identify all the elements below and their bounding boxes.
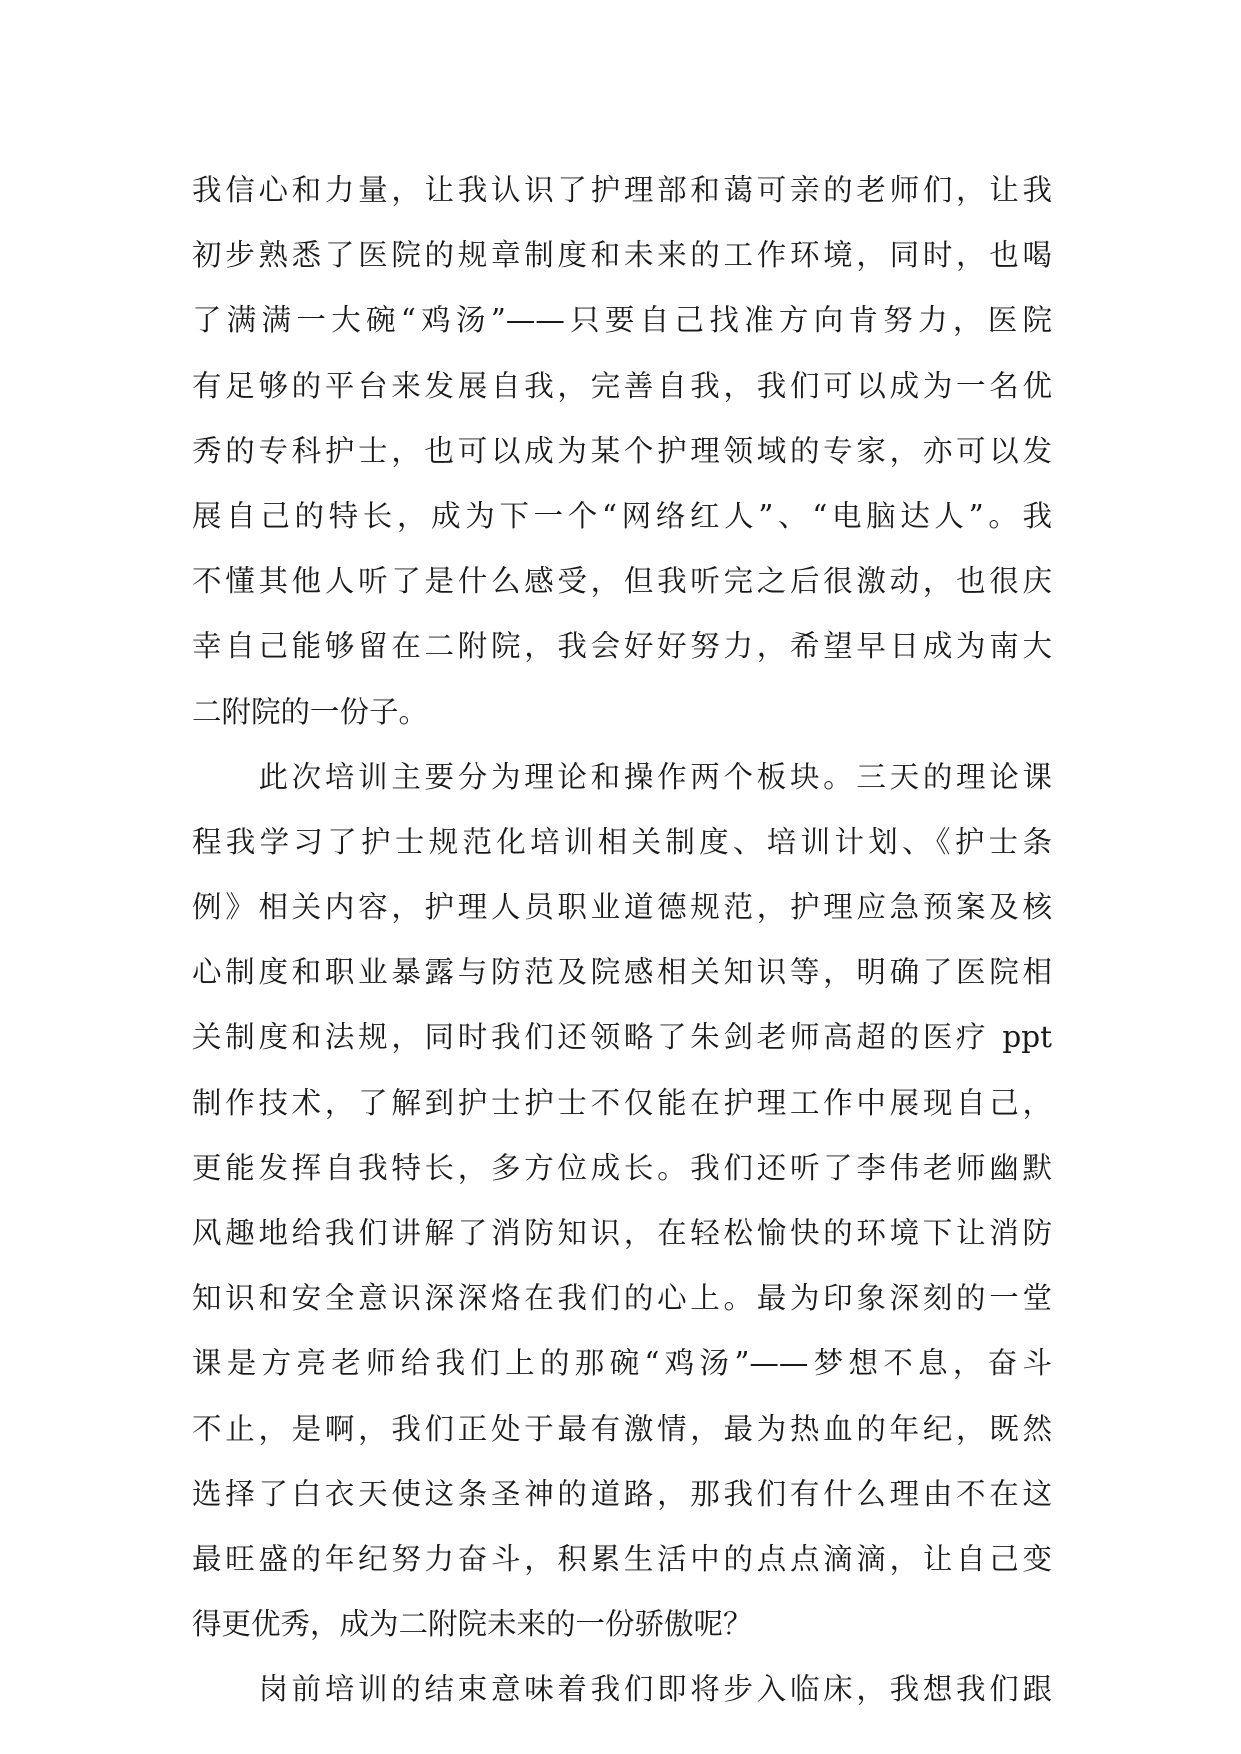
text-line: 不止，是啊，我们正处于最有激情，最为热血的年纪，既然 [192, 1411, 1052, 1446]
text-line: 程我学习了护士规范化培训相关制度、培训计划、《护士条 [192, 824, 1052, 859]
text-line: 制作技术，了解到护士护士不仅能在护理工作中展现自己， [192, 1085, 1052, 1120]
text-line: 了满满一大碗“鸡汤”——只要自己找准方向肯努力，医院 [192, 303, 1052, 338]
text-line: 风趣地给我们讲解了消防知识，在轻松愉快的环境下让消防 [192, 1216, 1052, 1250]
text-line: 心制度和职业暴露与防范及院感相关知识等，明确了医院相 [192, 955, 1052, 990]
text-line: 更能发挥自我特长，多方位成长。我们还听了李伟老师幽默 [192, 1150, 1052, 1185]
paragraph-end-line: 二附院的一份子。 [192, 694, 429, 729]
text-line: 秀的专科护士，也可以成为某个护理领域的专家，亦可以发 [192, 433, 1052, 468]
text-line: 此次培训主要分为理论和操作两个板块。三天的理论课 [192, 759, 1052, 794]
text-line: 关制度和法规，同时我们还领略了朱剑老师高超的医疗 ppt [192, 1020, 1052, 1055]
text-line: 课是方亮老师给我们上的那碗“鸡汤”——梦想不息，奋斗 [192, 1346, 1052, 1381]
text-line: 初步熟悉了医院的规章制度和未来的工作环境，同时，也喝 [192, 238, 1052, 273]
text-line: 我信心和力量，让我认识了护理部和蔼可亲的老师们，让我 [192, 173, 1052, 207]
text-line: 不懂其他人听了是什么感受，但我听完之后很激动，也很庆 [192, 564, 1052, 599]
body-text [192, 158, 1052, 1723]
text-line: 选择了白衣天使这条圣神的道路，那我们有什么理由不在这 [192, 1476, 1052, 1511]
text-line: 例》相关内容，护理人员职业道德规范，护理应急预案及核 [192, 890, 1052, 925]
text-line: 幸自己能够留在二附院，我会好好努力，希望早日成为南大 [192, 629, 1052, 664]
text-line: 最旺盛的年纪努力奋斗，积累生活中的点点滴滴，让自己变 [192, 1541, 1052, 1576]
text-line: 岗前培训的结束意味着我们即将步入临床，我想我们跟 [192, 1672, 1052, 1707]
paragraph-end-line: 得更优秀，成为二附院未来的一份骄傲呢？ [192, 1607, 753, 1642]
text-line: 有足够的平台来发展自我，完善自我，我们可以成为一名优 [192, 368, 1052, 403]
text-line: 展自己的特长，成为下一个“网络红人”、“电脑达人”。我 [192, 498, 1052, 533]
text-line: 知识和安全意识深深烙在我们的心上。最为印象深刻的一堂 [192, 1281, 1052, 1316]
